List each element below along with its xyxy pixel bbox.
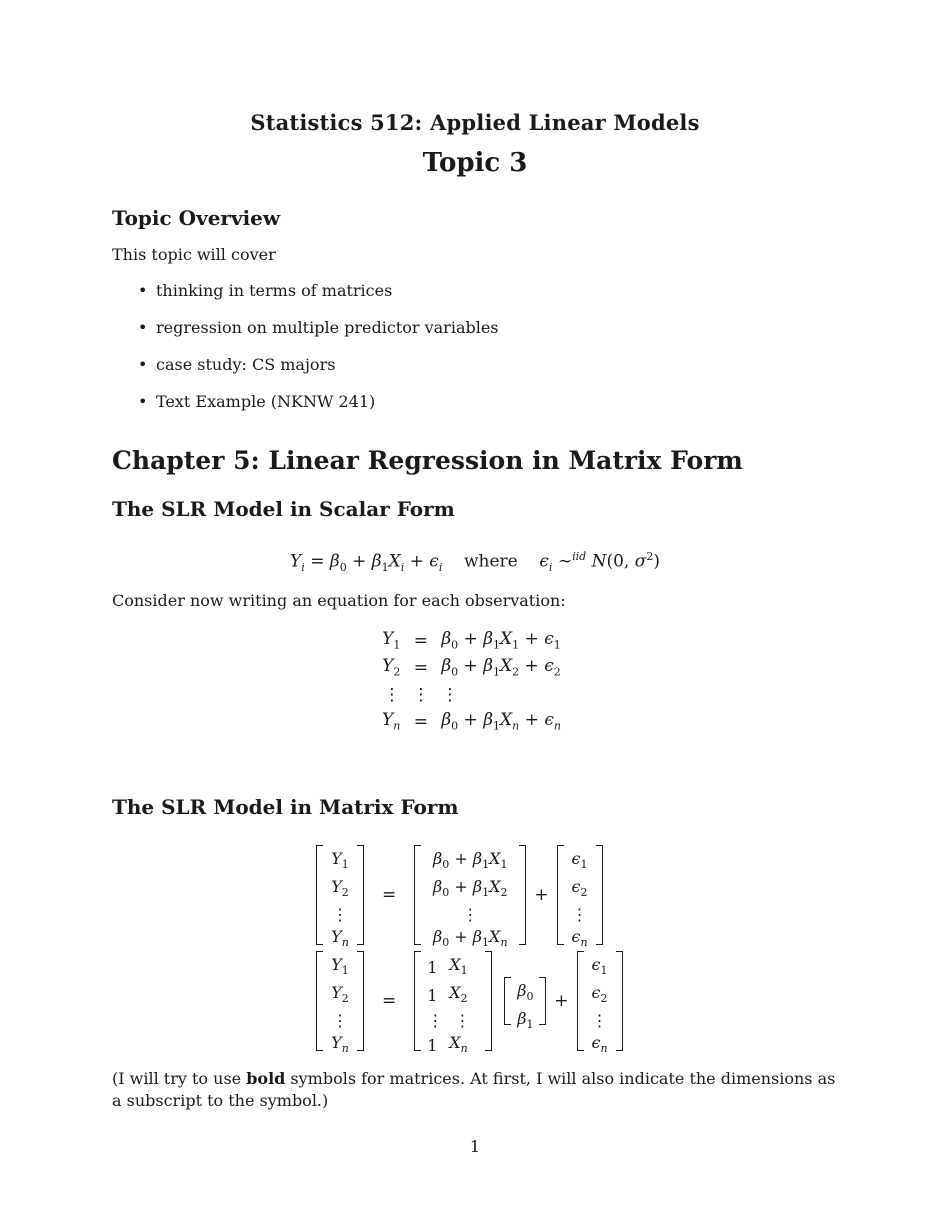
y-vector: $Y_1$ $Y_2$ ⋮ $Y_n$ — [316, 845, 364, 945]
scalar-form-heading: The SLR Model in Scalar Form — [112, 497, 455, 521]
equation-row: $Y_n$ = $\beta_0 + \beta_1X_n + \epsilon_n$ — [382, 710, 561, 733]
list-item — [138, 354, 499, 391]
observation-equations — [376, 627, 567, 735]
matrix-form-heading: The SLR Model in Matrix Form — [112, 795, 459, 819]
list-item — [138, 317, 499, 354]
bullet-text: regression on multiple predictor variables — [156, 318, 499, 337]
beta-vector: $\beta_0$ $\beta_1$ — [504, 977, 546, 1025]
topic-title: Topic 3 — [422, 148, 528, 178]
overview-bullet-list — [138, 280, 499, 428]
where-label: where — [463, 551, 518, 572]
equation-row: $Y_1$ = $\beta_0 + \beta_1X_1 + \epsilon_1$ — [382, 629, 561, 652]
bullet-text: Text Example (NKNW 241) — [156, 392, 376, 411]
mean-vector: $\beta_0 + \beta_1X_1$ $\beta_0 + \beta_1X_2$ ⋮ $\beta_0 + \beta_1X_n$ — [414, 845, 526, 945]
bullet-text: thinking in terms of matrices — [156, 281, 393, 300]
bold-notation-note: (I will try to use bold symbols for matrices. At first, I will also indicate the dimensions as a subscript to the symbol.) — [112, 1069, 836, 1110]
chapter-heading: Chapter 5: Linear Regression in Matrix Form — [112, 446, 743, 475]
consider-text: Consider now writing an equation for each observation: — [112, 591, 566, 610]
list-item — [138, 391, 499, 428]
y-vector: $Y_1$ $Y_2$ ⋮ $Y_n$ — [316, 951, 364, 1051]
bold-word: bold — [246, 1069, 286, 1088]
bullet-text: case study: CS majors — [156, 355, 336, 374]
course-title: Statistics 512: Applied Linear Models — [250, 110, 700, 135]
error-vector: $\epsilon_1$ $\epsilon_2$ ⋮ $\epsilon_n$ — [557, 845, 603, 945]
bullet-icon: • — [138, 281, 148, 300]
design-matrix: 1 $X_1$ 1 $X_2$ ⋮ ⋮ 1 $X_n$ — [414, 951, 492, 1051]
error-vector: $\epsilon_1$ $\epsilon_2$ ⋮ $\epsilon_n$ — [577, 951, 623, 1051]
equation-row: ⋮ ⋮ ⋮ — [383, 684, 459, 705]
topic-overview-heading: Topic Overview — [112, 206, 281, 230]
matrix-equation-1: $Y_1$ $Y_2$ ⋮ $Y_n$ = $\beta_0 + \beta_1X_1$ $\beta_0 + \beta_1X_2$ ⋮ $\beta_0 + \beta_1X_n$ + $\epsilon_1$ $\epsilon_2$ ⋮ $\epsilon_n$ — [316, 845, 603, 945]
page-number: 1 — [469, 1137, 481, 1156]
bullet-icon: • — [138, 318, 148, 337]
equation-row: $Y_2$ = $\beta_0 + \beta_1X_2 + \epsilon_2$ — [382, 656, 561, 679]
bullet-icon: • — [138, 392, 148, 411]
matrix-equation-2: $Y_1$ $Y_2$ ⋮ $Y_n$ = 1 $X_1$ 1 $X_2$ ⋮ ⋮ 1 $X_n$ $\beta_0$ $\beta_1$ + $\epsilon_1$ $\epsilon_2$ ⋮ $\epsilon_n$ — [316, 951, 623, 1051]
slr-scalar-equation: $Y_i = \beta_0 + \beta_1X_i + \epsilon_i$ where $\epsilon_i$ ∼$^{iid}$ N(0, $\sigma^2$) — [290, 550, 660, 575]
overview-intro: This topic will cover — [112, 245, 276, 264]
list-item — [138, 280, 499, 317]
iid-label: iid — [572, 550, 587, 563]
bullet-icon: • — [138, 355, 148, 374]
